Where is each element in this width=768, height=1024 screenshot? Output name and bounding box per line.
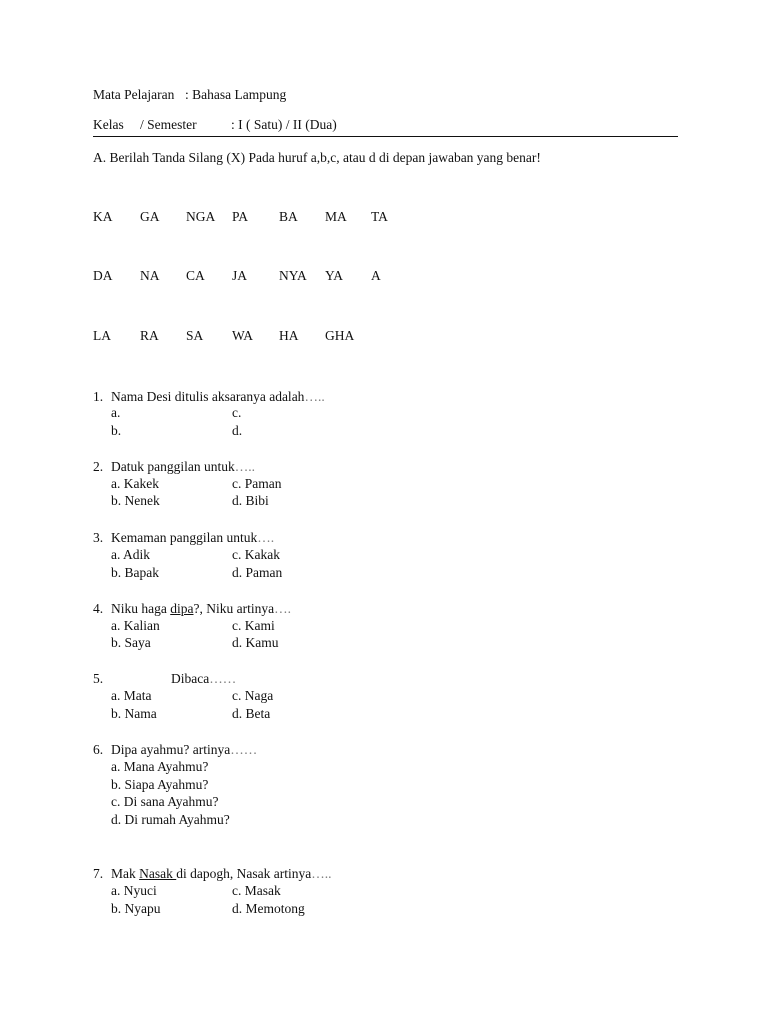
aksara-cell: RA bbox=[140, 328, 159, 343]
option-a[interactable]: a. Adik bbox=[111, 547, 150, 562]
option-c[interactable]: c. Kakak bbox=[232, 547, 280, 562]
option-c[interactable]: c. Paman bbox=[232, 476, 282, 491]
aksara-cell: NGA bbox=[186, 209, 216, 224]
question-number: 6. bbox=[93, 742, 104, 757]
option-a[interactable]: a. Kakek bbox=[111, 476, 159, 491]
option-a[interactable]: a. bbox=[111, 405, 121, 420]
question-text: Dibaca…… bbox=[171, 671, 237, 686]
question-text: Datuk panggilan untuk….. bbox=[111, 459, 255, 474]
question-text: Mak Nasak di dapogh, Nasak artinya….. bbox=[111, 866, 332, 881]
aksara-cell: BA bbox=[279, 209, 298, 224]
aksara-cell: GHA bbox=[325, 328, 355, 343]
question-number: 7. bbox=[93, 866, 104, 881]
option-d[interactable]: d. Memotong bbox=[232, 901, 305, 916]
subject-label: Mata Pelajaran bbox=[93, 87, 175, 102]
option-b[interactable]: b. Siapa Ayahmu? bbox=[111, 777, 209, 792]
aksara-cell: SA bbox=[186, 328, 204, 343]
question-text: Niku haga dipa?, Niku artinya…. bbox=[111, 601, 291, 616]
aksara-cell: YA bbox=[325, 268, 344, 283]
option-b[interactable]: b. Nama bbox=[111, 706, 157, 721]
class-label: Kelas bbox=[93, 117, 124, 132]
option-d[interactable]: d. Paman bbox=[232, 565, 283, 580]
aksara-cell: NA bbox=[140, 268, 160, 283]
option-d[interactable]: d. Beta bbox=[232, 706, 271, 721]
aksara-cell: JA bbox=[232, 268, 248, 283]
header-divider bbox=[93, 136, 678, 137]
aksara-cell: KA bbox=[93, 209, 113, 224]
aksara-cell: TA bbox=[371, 209, 388, 224]
option-c[interactable]: c. Naga bbox=[232, 688, 274, 703]
aksara-cell: NYA bbox=[279, 268, 307, 283]
question-text: Nama Desi ditulis aksaranya adalah….. bbox=[111, 389, 325, 404]
option-b[interactable]: b. Bapak bbox=[111, 565, 159, 580]
option-d[interactable]: d. Bibi bbox=[232, 493, 269, 508]
aksara-cell: DA bbox=[93, 268, 113, 283]
subject-value: : Bahasa Lampung bbox=[185, 87, 287, 102]
question-number: 3. bbox=[93, 530, 104, 545]
option-a[interactable]: a. Nyuci bbox=[111, 883, 157, 898]
option-a[interactable]: a. Mana Ayahmu? bbox=[111, 759, 209, 774]
question-number: 2. bbox=[93, 459, 104, 474]
option-c[interactable]: c. Di sana Ayahmu? bbox=[111, 794, 219, 809]
question-number: 1. bbox=[93, 389, 104, 404]
aksara-cell: MA bbox=[325, 209, 347, 224]
option-b[interactable]: b. Nenek bbox=[111, 493, 160, 508]
option-b[interactable]: b. Nyapu bbox=[111, 901, 161, 916]
option-a[interactable]: a. Mata bbox=[111, 688, 152, 703]
question-number: 5. bbox=[93, 671, 104, 686]
semester-label: / Semester bbox=[140, 117, 197, 132]
aksara-cell: A bbox=[371, 268, 381, 283]
aksara-cell: GA bbox=[140, 209, 160, 224]
question-text: Kemaman panggilan untuk…. bbox=[111, 530, 275, 545]
option-c[interactable]: c. Kami bbox=[232, 618, 275, 633]
instruction-text: A. Berilah Tanda Silang (X) Pada huruf a,b,c, atau d di depan jawaban yang benar! bbox=[93, 150, 541, 165]
aksara-cell: HA bbox=[279, 328, 299, 343]
option-c[interactable]: c. bbox=[232, 405, 242, 420]
option-b[interactable]: b. bbox=[111, 423, 122, 438]
aksara-cell: LA bbox=[93, 328, 111, 343]
option-d[interactable]: d. Di rumah Ayahmu? bbox=[111, 812, 230, 827]
aksara-cell: PA bbox=[232, 209, 249, 224]
aksara-cell: CA bbox=[186, 268, 205, 283]
option-d[interactable]: d. Kamu bbox=[232, 635, 279, 650]
question-number: 4. bbox=[93, 601, 104, 616]
question-text: Dipa ayahmu? artinya…… bbox=[111, 742, 258, 757]
option-b[interactable]: b. Saya bbox=[111, 635, 151, 650]
aksara-cell: WA bbox=[232, 328, 253, 343]
option-d[interactable]: d. bbox=[232, 423, 243, 438]
option-a[interactable]: a. Kalian bbox=[111, 618, 160, 633]
option-c[interactable]: c. Masak bbox=[232, 883, 281, 898]
class-value: : I ( Satu) / II (Dua) bbox=[231, 117, 337, 132]
